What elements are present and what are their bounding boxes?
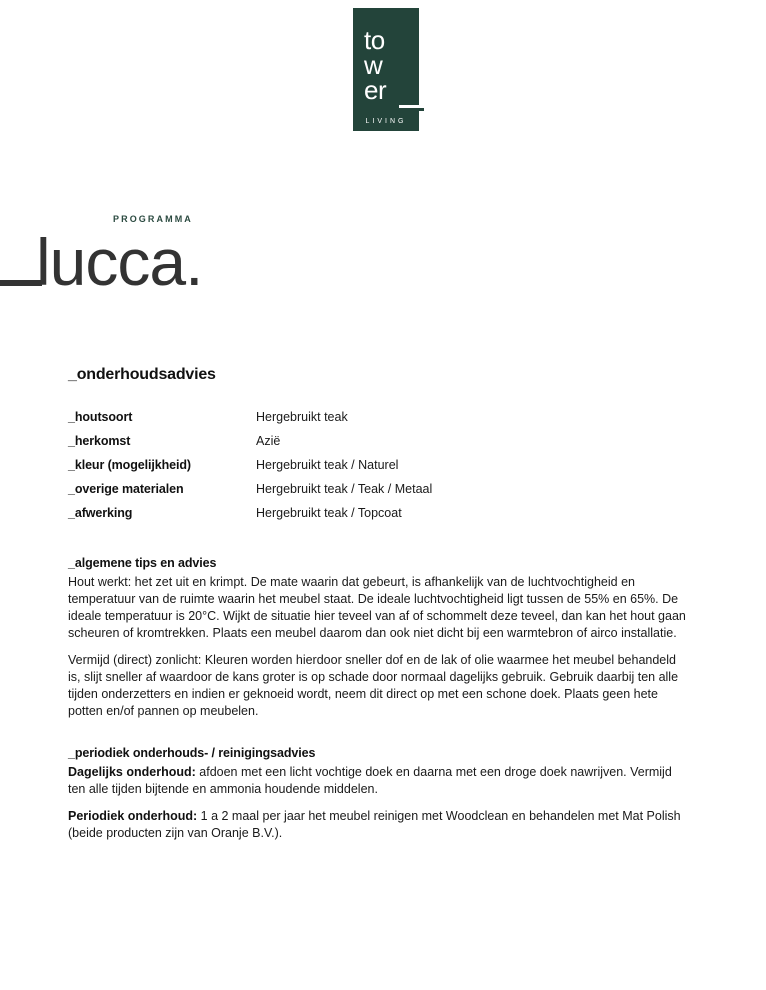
main-content: [68, 366, 688, 842]
general-tips-paragraph-1: Hout werkt: het zet uit en krimpt. De mate waarin dat gebeurt, is afhankelijk van de luchtvochtigheid en temperatuur van de ruimte waarin het meubel staat. De ideale luchtvochtigheid ligt tussen de 55% en 65%. De ideale temperatuur is 20°C. Wijkt de situatie hier teveel van af of schommelt deze teveel, dan kan het hout gaan scheuren of kromtrekken. Plaats een meubel daarom dan ook niet dicht bij een warmtebron of airco installatie.: [68, 575, 686, 640]
spec-label: _kleur (mogelijkheid): [68, 458, 191, 472]
daily-maintenance-text: afdoen met een licht vochtige doek en daarna met een droge doek nawrijven. Vermijd ten alle tijden bijtende en ammonia houdende middelen.: [68, 765, 672, 796]
periodic-maintenance-text: 1 a 2 maal per jaar het meubel reinigen met Woodclean en behandelen met Mat Polish (beide producten zijn van Oranje B.V.).: [68, 809, 681, 840]
spec-value: Hergebruikt teak: [256, 410, 348, 424]
brand-title: [0, 224, 400, 300]
spec-label: _herkomst: [68, 434, 131, 448]
periodic-maintenance-item: [68, 808, 688, 842]
spec-label: _overige materialen: [68, 482, 184, 496]
logo-tagline: LIVING: [365, 118, 407, 125]
table-row: [68, 458, 688, 482]
spec-label: _afwerking: [68, 506, 133, 520]
table-row: [68, 434, 688, 458]
periodic-maintenance-lead: Periodiek onderhoud:: [68, 809, 198, 823]
general-tips-paragraph-2: Vermijd (direct) zonlicht: Kleuren worden hierdoor sneller dof en de lak of olie waarmee het meubel behandeld is, slijt sneller af waardoor de kans groter is op schade door normaal dagelijks gebruik. Gebruik daarbij ten alle tijden onderzetters en indien er geknoeid wordt, neem dit direct op met een schone doek. Plaats geen hete potten en/of pannen op meubelen.: [68, 653, 679, 718]
tower-living-logo: [353, 8, 419, 131]
periodic-maintenance-heading: _periodiek onderhouds- / reinigingsadvies: [68, 746, 316, 760]
daily-maintenance-item: [68, 764, 688, 798]
page-title: _onderhoudsadvies: [68, 366, 216, 383]
daily-maintenance-lead: Dagelijks onderhoud:: [68, 765, 196, 779]
table-row: [68, 506, 688, 530]
logo-line-3: er: [364, 75, 387, 105]
spec-value: Hergebruikt teak / Topcoat: [256, 506, 402, 520]
general-tips-section: [68, 556, 688, 720]
spec-value: Hergebruikt teak / Teak / Metaal: [256, 482, 433, 496]
table-row: [68, 410, 688, 434]
eyebrow-programma: PROGRAMMA: [113, 214, 193, 224]
general-tips-heading: _algemene tips en advies: [68, 556, 217, 570]
periodic-maintenance-section: [68, 746, 688, 842]
logo-line-2: w: [364, 50, 383, 80]
spec-label: _houtsoort: [68, 410, 133, 424]
brand-name-text: lucca.: [36, 225, 203, 299]
logo-underscore-overhang: [399, 108, 424, 111]
logo-line-1: to: [364, 25, 385, 55]
logo-wordmark: [364, 25, 424, 105]
table-row: [68, 482, 688, 506]
spec-value: Hergebruikt teak / Naturel: [256, 458, 399, 472]
specification-table: [68, 410, 688, 530]
spec-value: Azië: [256, 434, 281, 448]
